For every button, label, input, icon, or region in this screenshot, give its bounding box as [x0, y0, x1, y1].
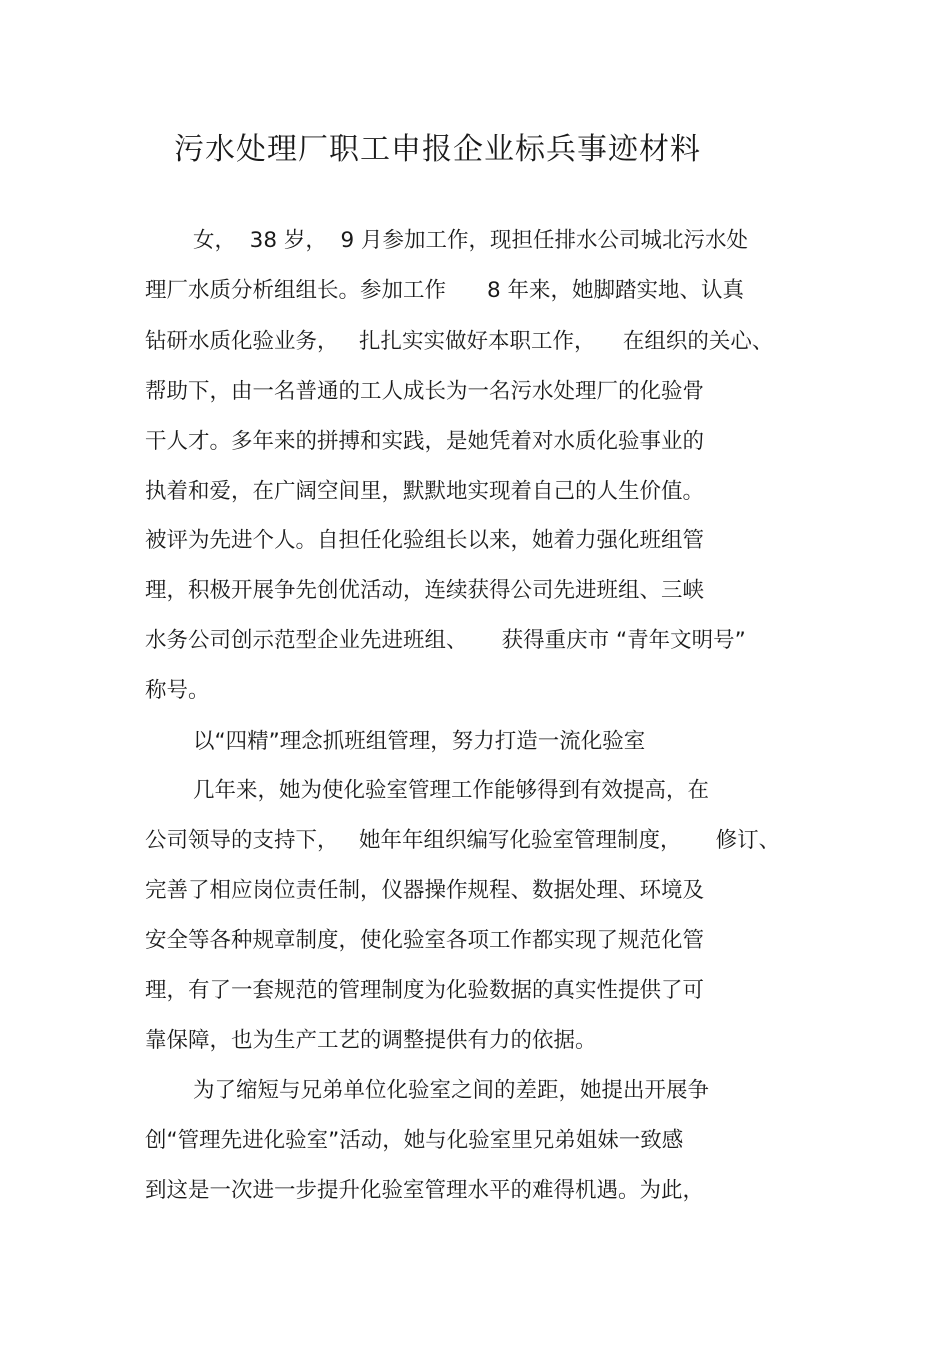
text-line: 以“四精”理念抓班组管理，努力打造一流化验室: [193, 729, 646, 754]
document-title: 污水处理厂职工申报企业标兵事迹材料: [174, 132, 701, 167]
text-line: 称号。: [145, 678, 210, 703]
text-line: 水务公司创示范型企业先进班组、 获得重庆市 “青年文明号”: [145, 628, 746, 653]
text-line: 女， 38 岁， 9 月参加工作，现担任排水公司城北污水处: [193, 228, 749, 253]
text-line: 干人才。多年来的拼搏和实践，是她凭着对水质化验事业的: [145, 429, 705, 454]
text-line: 安全等各种规章制度，使化验室各项工作都实现了规范化管: [145, 928, 705, 953]
text-line: 到这是一次进一步提升化验室管理水平的难得机遇。为此，: [145, 1178, 705, 1203]
text-line: 理厂水质分析组组长。参加工作 8 年来，她脚踏实地、认真: [145, 278, 745, 303]
text-line: 完善了相应岗位责任制，仪器操作规程、数据处理、环境及: [145, 878, 705, 903]
text-line: 被评为先进个人。自担任化验组长以来，她着力强化班组管: [145, 528, 705, 553]
text-line: 钻研水质化验业务， 扎扎实实做好本职工作， 在组织的关心、: [145, 329, 774, 354]
text-line: 几年来，她为使化验室管理工作能够得到有效提高，在: [193, 778, 710, 803]
text-line: 为了缩短与兄弟单位化验室之间的差距，她提出开展争: [193, 1078, 710, 1103]
text-line: 帮助下，由一名普通的工人成长为一名污水处理厂的化验骨: [145, 379, 705, 404]
text-line: 执着和爱，在广阔空间里，默默地实现着自己的人生价值。: [145, 479, 705, 504]
text-line: 创“管理先进化验室”活动，她与化验室里兄弟姐妹一致感: [145, 1128, 684, 1153]
text-line: 理，有了一套规范的管理制度为化验数据的真实性提供了可: [145, 978, 705, 1003]
text-line: 公司领导的支持下， 她年年组织编写化验室管理制度， 修订、: [145, 828, 781, 853]
text-line: 理，积极开展争先创优活动，连续获得公司先进班组、三峡: [145, 578, 705, 603]
text-line: 靠保障，也为生产工艺的调整提供有力的依据。: [145, 1028, 597, 1053]
